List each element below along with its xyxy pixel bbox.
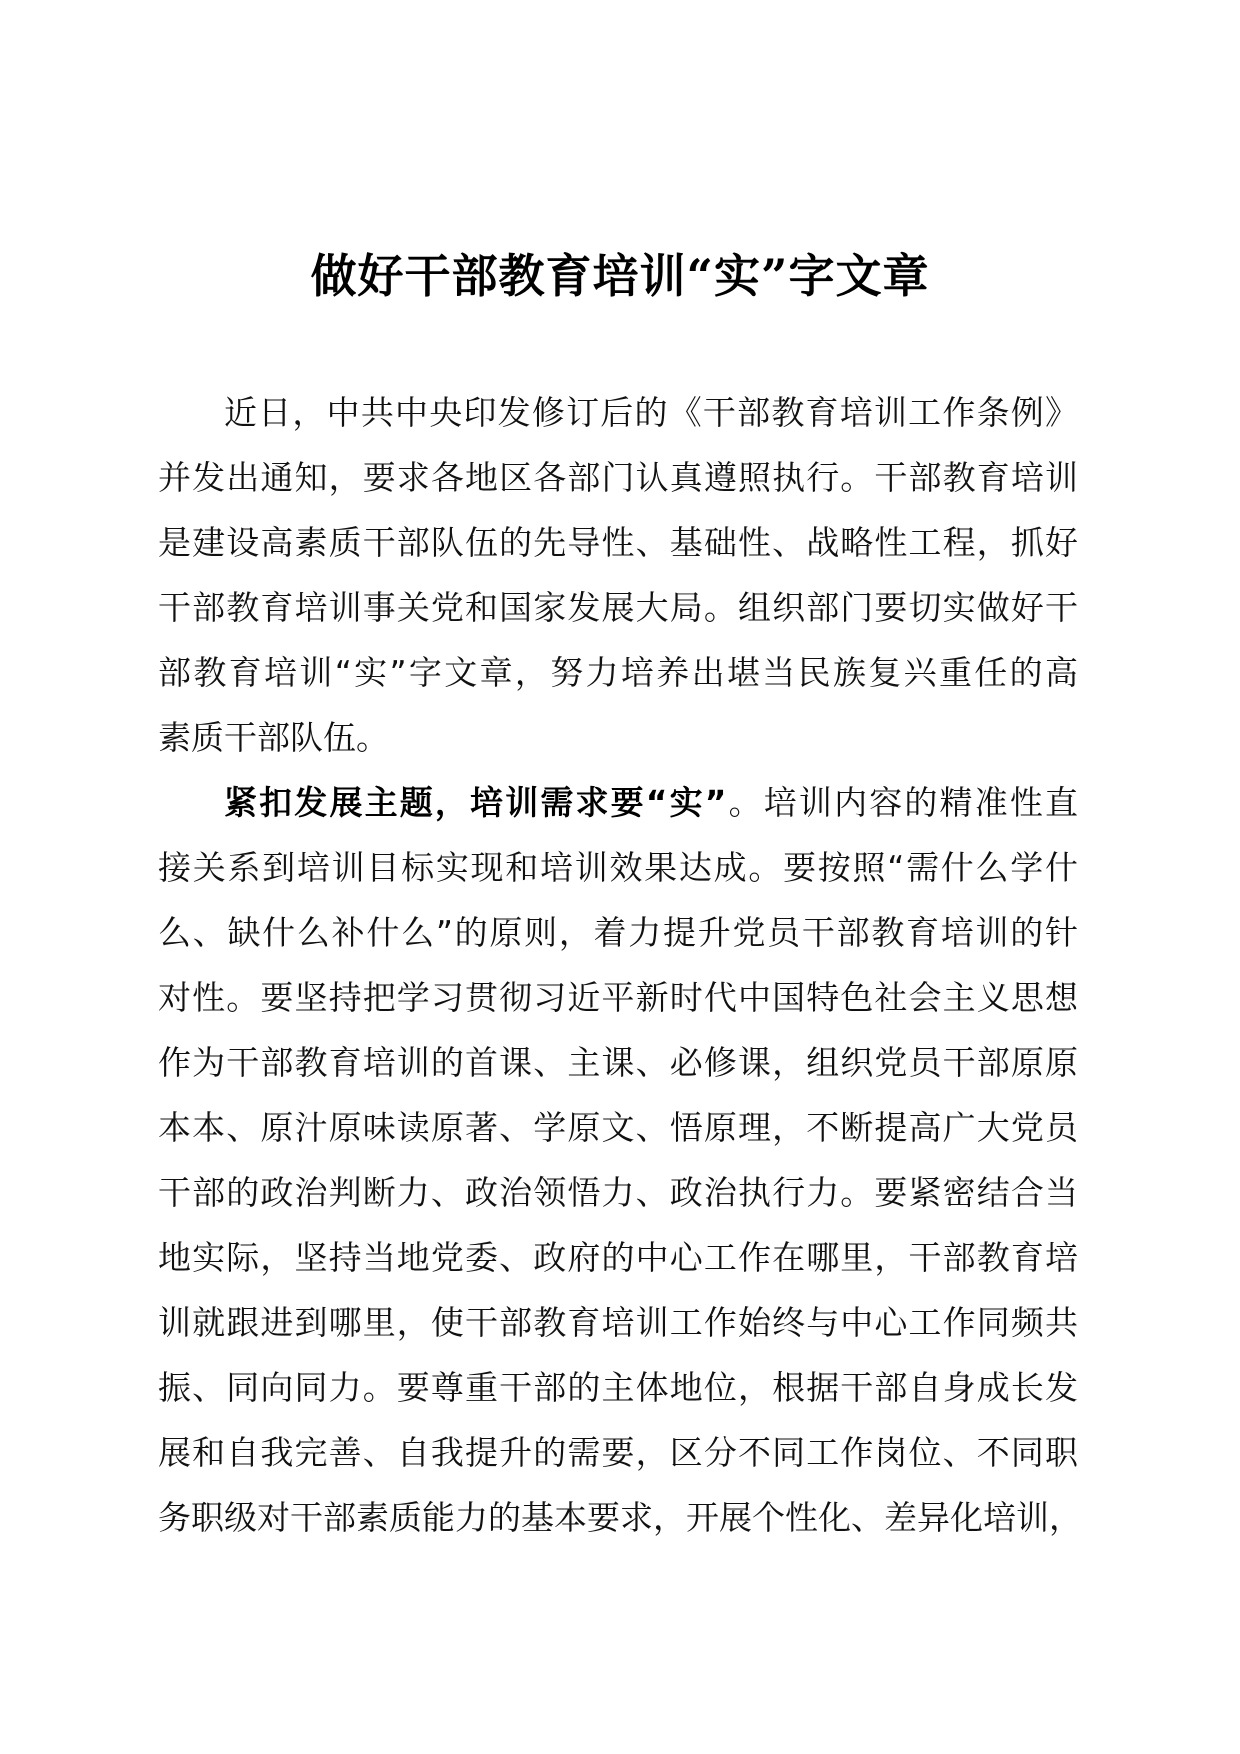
paragraph-2-line: 本本、原汁原味读原著、学原文、悟原理，不断提高广大党员 bbox=[158, 1108, 1078, 1147]
paragraph-2-line: 么、缺什么补什么”的原则，着力提升党员干部教育培训的针 bbox=[158, 913, 1078, 952]
paragraph-1-line: 部教育培训“实”字文章，努力培养出堪当民族复兴重任的高 bbox=[158, 653, 1078, 692]
paragraph-2-line: 作为干部教育培训的首课、主课、必修课，组织党员干部原原 bbox=[158, 1043, 1078, 1082]
paragraph-1-line: 素质干部队伍。 bbox=[158, 718, 389, 757]
paragraph-2-line: 展和自我完善、自我提升的需要，区分不同工作岗位、不同职 bbox=[158, 1433, 1078, 1472]
paragraph-1-line: 是建设高素质干部队伍的先导性、基础性、战略性工程，抓好 bbox=[158, 523, 1078, 562]
paragraph-2-line: 地实际，坚持当地党委、政府的中心工作在哪里，干部教育培 bbox=[158, 1238, 1078, 1277]
paragraph-1-line: 干部教育培训事关党和国家发展大局。组织部门要切实做好干 bbox=[158, 588, 1078, 627]
paragraph-2-line: 务职级对干部素质能力的基本要求，开展个性化、差异化培训， bbox=[158, 1498, 1082, 1537]
paragraph-2-line: 接关系到培训目标实现和培训效果达成。要按照“需什么学什 bbox=[158, 848, 1078, 887]
paragraph-2-line: 训就跟进到哪里，使干部教育培训工作始终与中心工作同频共 bbox=[158, 1303, 1078, 1342]
section-heading: 紧扣发展主题，培训需求要“实” bbox=[224, 783, 727, 822]
document-body bbox=[158, 380, 1082, 1550]
paragraph-2-line: 对性。要坚持把学习贯彻习近平新时代中国特色社会主义思想 bbox=[158, 978, 1078, 1017]
paragraph-1-line: 近日，中共中央印发修订后的《干部教育培训工作条例》 bbox=[224, 393, 1078, 432]
paragraph-2-first-line bbox=[158, 770, 1078, 835]
paragraph-1-line: 并发出通知，要求各地区各部门认真遵照执行。干部教育培训 bbox=[158, 458, 1078, 497]
document-title: 做好干部教育培训“实”字文章 bbox=[310, 249, 930, 303]
paragraph-2-line: 振、同向同力。要尊重干部的主体地位，根据干部自身成长发 bbox=[158, 1368, 1078, 1407]
paragraph-2-first-line-text: 。培训内容的精准性直 bbox=[726, 783, 1078, 822]
paragraph-2-line: 干部的政治判断力、政治领悟力、政治执行力。要紧密结合当 bbox=[158, 1173, 1078, 1212]
